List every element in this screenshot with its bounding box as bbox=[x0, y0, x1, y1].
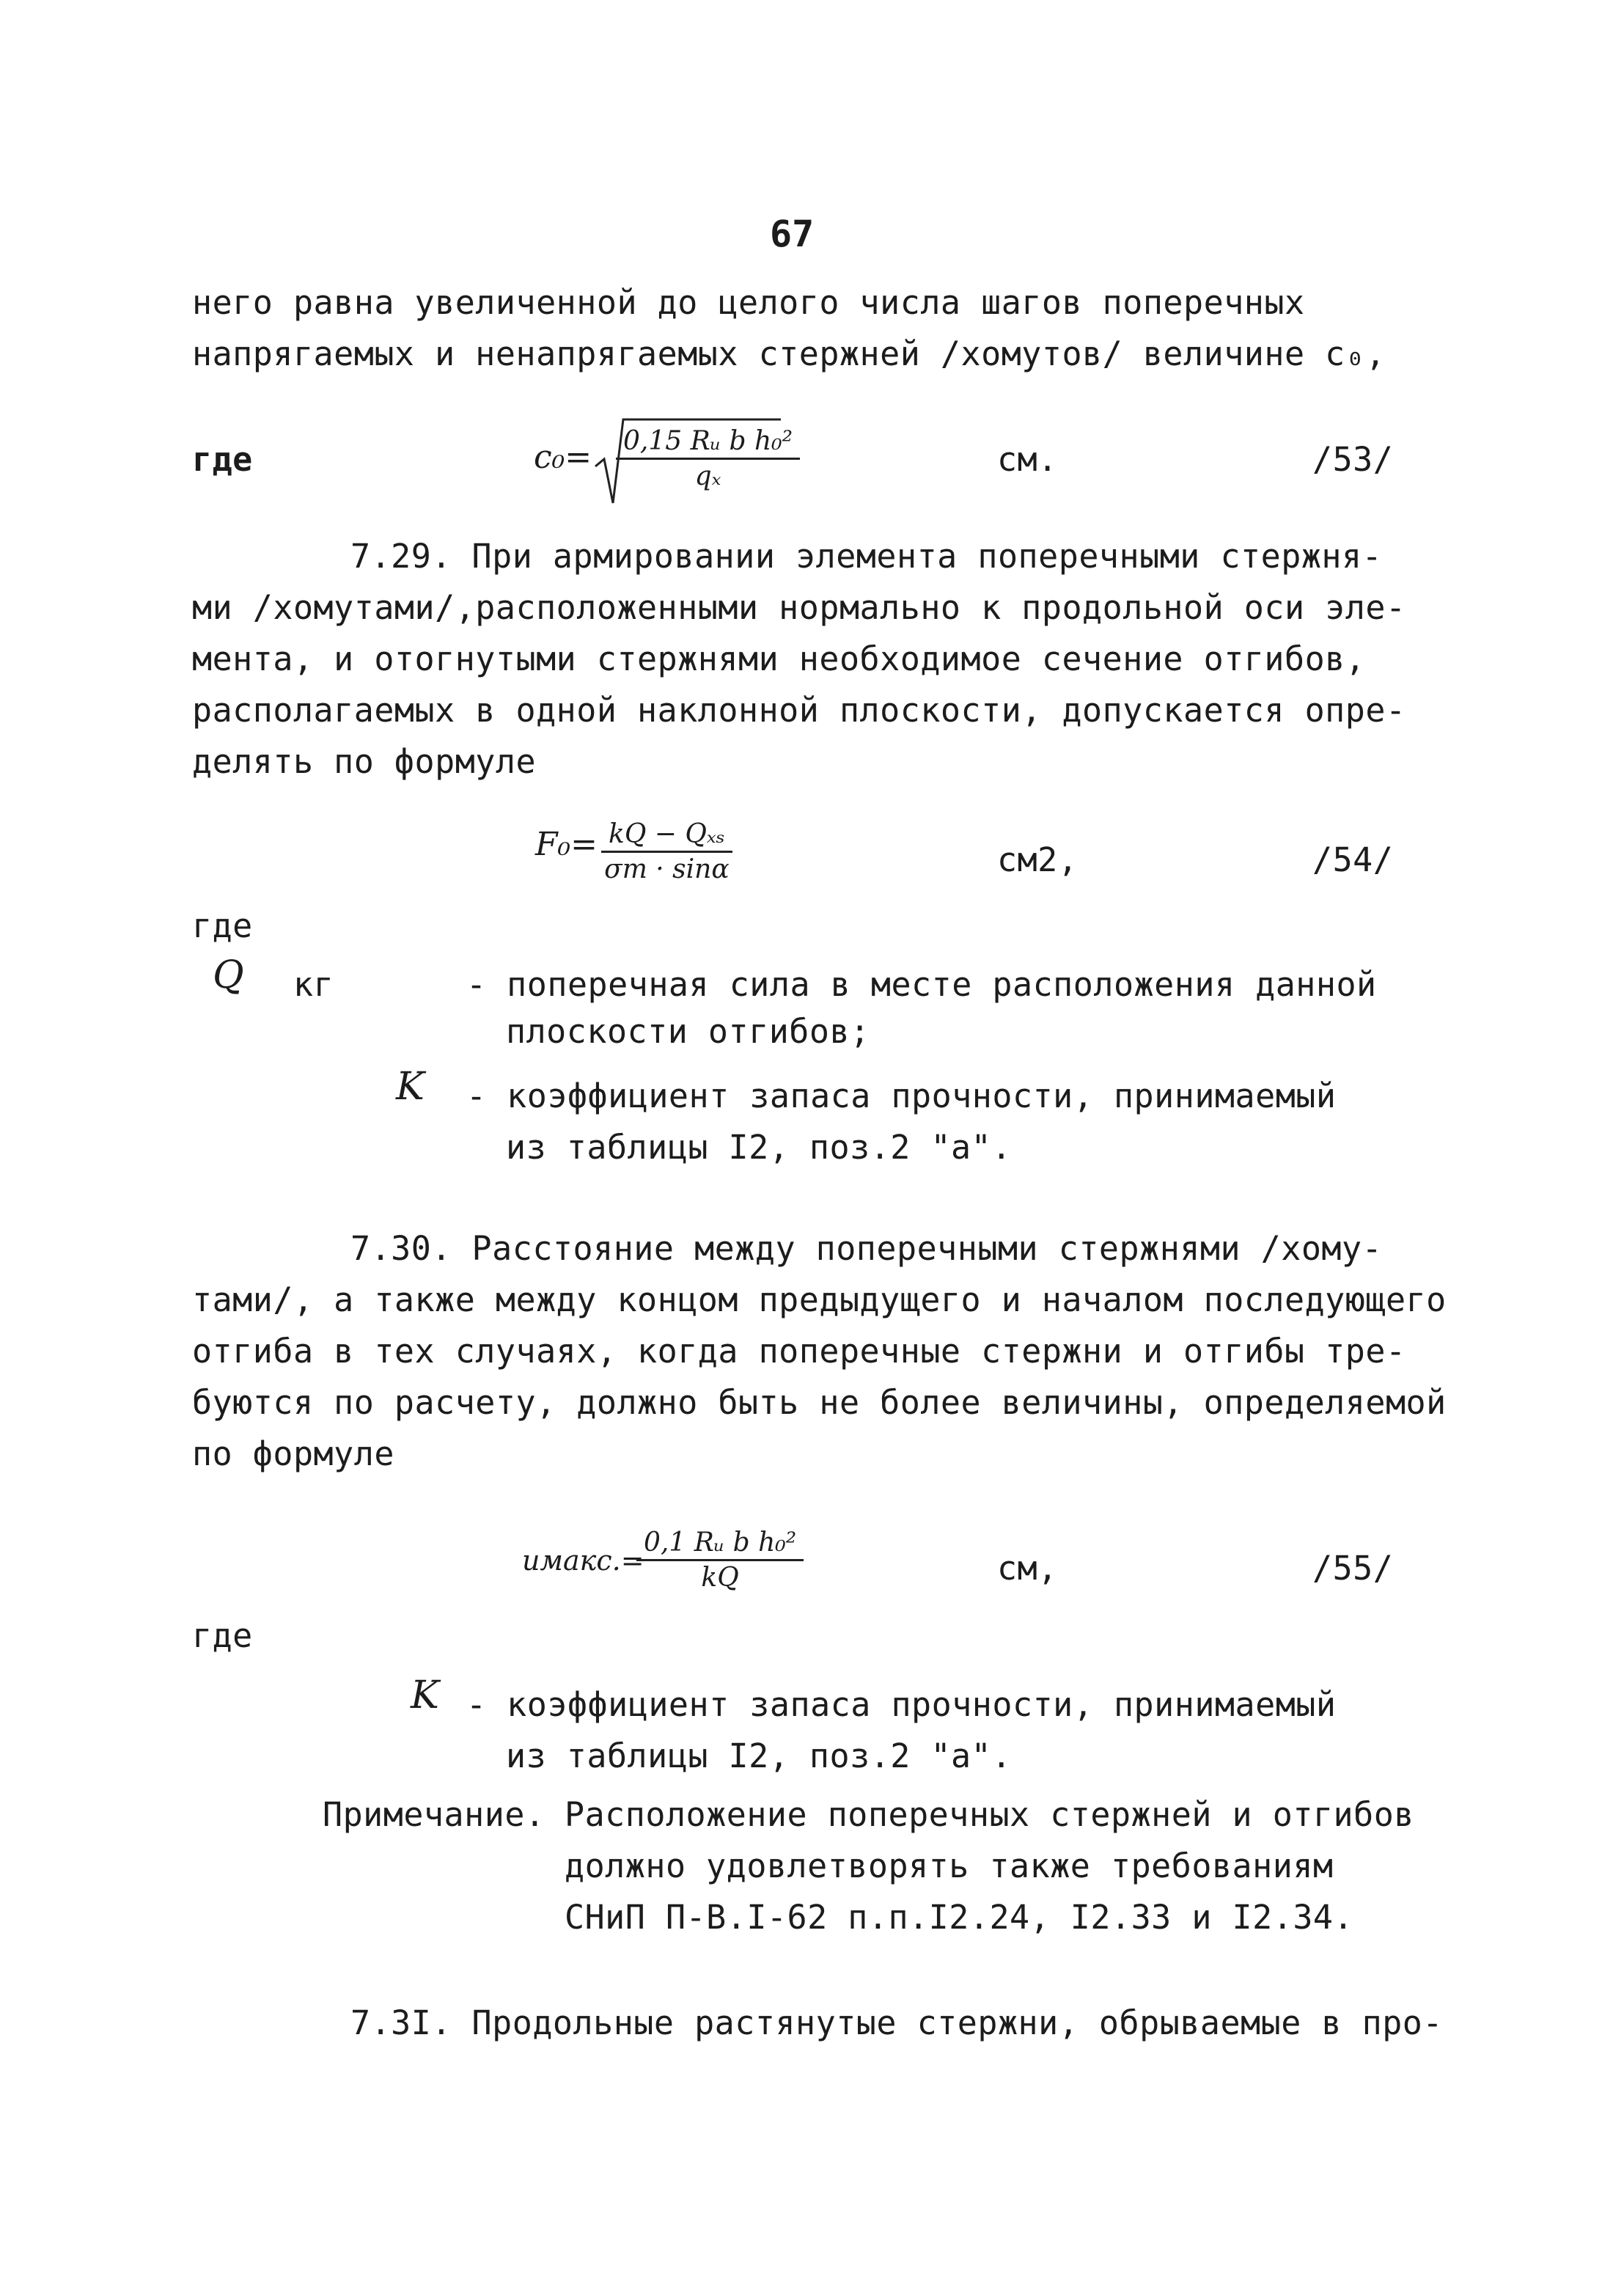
formula-54-lhs: F₀= bbox=[535, 826, 598, 863]
symbol-q: Q bbox=[213, 953, 244, 997]
definition-line: - поперечная сила в месте расположения данной bbox=[466, 965, 1377, 1004]
definition-line: плоскости отгибов; bbox=[506, 1012, 870, 1051]
note-line: Расположение поперечных стержней и отгибов bbox=[565, 1795, 1414, 1834]
text-line: буются по расчету, должно быть не более величины, определяемой bbox=[192, 1383, 1447, 1422]
symbol-k: K bbox=[396, 1065, 425, 1109]
text-line: отгиба в тех случаях, когда поперечные стержни и отгибы тре- bbox=[192, 1332, 1406, 1371]
text-line: 7.30. Расстояние между поперечными стержнями /хому- bbox=[350, 1229, 1383, 1268]
where-label: где bbox=[192, 1616, 253, 1655]
formula-53-numerator: 0,15 Rᵤ b h₀² bbox=[616, 425, 800, 460]
note-line: должно удовлетворять также требованиям bbox=[565, 1846, 1334, 1885]
formula-53-number: /53/ bbox=[1312, 440, 1394, 479]
formula-55-denominator: kQ bbox=[701, 1563, 739, 1593]
symbol-q-unit: кг bbox=[293, 965, 334, 1004]
formula-54-denominator: σт · sinα bbox=[604, 854, 730, 884]
where-label: где bbox=[192, 906, 253, 945]
definition-line: из таблицы I2, поз.2 "а". bbox=[506, 1128, 1012, 1167]
definition-line: из таблицы I2, поз.2 "а". bbox=[506, 1736, 1012, 1775]
symbol-k: K bbox=[411, 1673, 439, 1717]
definition-line: - коэффициент запаса прочности, принимаемый bbox=[466, 1685, 1337, 1724]
text-line: него равна увеличенной до целого числа шагов поперечных bbox=[192, 283, 1305, 322]
formula-53-lhs: c₀= bbox=[534, 439, 592, 476]
formula-54-numerator: kQ − Qₓₛ bbox=[601, 818, 732, 853]
formula-53-fraction bbox=[616, 425, 800, 494]
where-label: где bbox=[192, 440, 253, 479]
text-line: делять по формуле bbox=[192, 742, 537, 781]
text-line: располагаемых в одной наклонной плоскости, допускается опре- bbox=[192, 691, 1406, 730]
text-line: ми /хомутами/,расположенными нормально к продольной оси эле- bbox=[192, 588, 1406, 627]
formula-54-unit: см2, bbox=[997, 840, 1079, 879]
text-line: по формуле bbox=[192, 1434, 394, 1473]
note-label: Примечание. bbox=[323, 1795, 545, 1834]
definition-line: - коэффициент запаса прочности, принимаемый bbox=[466, 1077, 1337, 1115]
formula-54-fraction bbox=[601, 818, 732, 887]
text-line: мента, и отогнутыми стержнями необходимое сечение отгибов, bbox=[192, 639, 1366, 678]
formula-55-lhs: uмакс.= bbox=[522, 1544, 644, 1577]
text-line: 7.29. При армировании элемента поперечными стержня- bbox=[350, 537, 1383, 576]
text-line: тами/, а также между концом предыдущего и началом последующего bbox=[192, 1280, 1447, 1319]
formula-53-denominator: qₓ bbox=[694, 461, 721, 491]
text-line: 7.3I. Продольные растянутые стержни, обрываемые в про- bbox=[350, 2003, 1443, 2042]
formula-55-fraction bbox=[636, 1527, 804, 1595]
note-line: СНиП П-В.I-62 п.п.I2.24, I2.33 и I2.34. bbox=[565, 1898, 1354, 1937]
text-line: напрягаемых и ненапрягаемых стержней /хомутов/ величине c₀, bbox=[192, 334, 1386, 373]
formula-55-unit: см, bbox=[997, 1549, 1058, 1588]
formula-55-number: /55/ bbox=[1312, 1549, 1394, 1588]
formula-53-unit: см. bbox=[997, 440, 1058, 479]
formula-54-number: /54/ bbox=[1312, 840, 1394, 879]
page-number: 67 bbox=[770, 213, 815, 255]
formula-55-numerator: 0,1 Rᵤ b h₀² bbox=[636, 1527, 804, 1561]
